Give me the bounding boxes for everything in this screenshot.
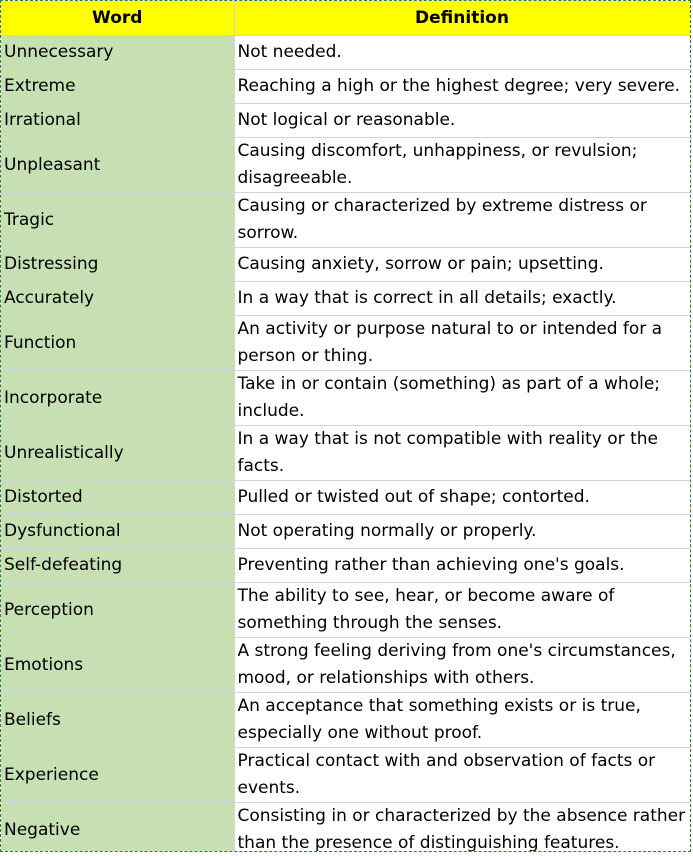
word-cell[interactable]: Unpleasant <box>1 138 234 193</box>
word-cell[interactable]: Extreme <box>1 70 234 104</box>
word-cell[interactable]: Experience <box>1 748 234 803</box>
definition-cell[interactable]: Reaching a high or the highest degree; very severe. <box>234 70 690 104</box>
word-cell[interactable]: Perception <box>1 583 234 638</box>
definition-cell[interactable]: Not logical or reasonable. <box>234 104 690 138</box>
table-row <box>1 549 690 583</box>
header-row <box>1 1 690 36</box>
table-row <box>1 70 690 104</box>
word-cell[interactable]: Distressing <box>1 248 234 282</box>
word-cell[interactable]: Unnecessary <box>1 36 234 70</box>
definition-cell[interactable]: A strong feeling deriving from one's circumstances, mood, or relationships with others. <box>234 638 690 693</box>
table-row <box>1 138 690 193</box>
table-row <box>1 693 690 748</box>
table-row <box>1 282 690 316</box>
definition-cell[interactable]: In a way that is not compatible with reality or the facts. <box>234 426 690 481</box>
word-cell[interactable]: Function <box>1 316 234 371</box>
table-row <box>1 515 690 549</box>
definition-cell[interactable]: An activity or purpose natural to or intended for a person or thing. <box>234 316 690 371</box>
definition-cell[interactable]: Causing or characterized by extreme distress or sorrow. <box>234 193 690 248</box>
definition-cell[interactable]: Causing anxiety, sorrow or pain; upsetting. <box>234 248 690 282</box>
table-row <box>1 36 690 70</box>
definition-cell[interactable]: Take in or contain (something) as part of a whole; include. <box>234 371 690 426</box>
table-row <box>1 371 690 426</box>
word-cell[interactable]: Emotions <box>1 638 234 693</box>
table-row <box>1 248 690 282</box>
word-cell[interactable]: Tragic <box>1 193 234 248</box>
definition-cell[interactable]: Consisting in or characterized by the absence rather than the presence of distinguishing features. <box>234 803 690 853</box>
definition-cell[interactable]: Not operating normally or properly. <box>234 515 690 549</box>
table-row <box>1 426 690 481</box>
definition-cell[interactable]: The ability to see, hear, or become aware of something through the senses. <box>234 583 690 638</box>
definition-cell[interactable]: An acceptance that something exists or is true, especially one without proof. <box>234 693 690 748</box>
word-cell[interactable]: Distorted <box>1 481 234 515</box>
definition-cell[interactable]: Causing discomfort, unhappiness, or revulsion; disagreeable. <box>234 138 690 193</box>
word-cell[interactable]: Incorporate <box>1 371 234 426</box>
word-cell[interactable]: Accurately <box>1 282 234 316</box>
table-row <box>1 104 690 138</box>
word-cell[interactable]: Beliefs <box>1 693 234 748</box>
word-cell[interactable]: Irrational <box>1 104 234 138</box>
table-row <box>1 638 690 693</box>
table-row <box>1 748 690 803</box>
definition-cell[interactable]: In a way that is correct in all details; exactly. <box>234 282 690 316</box>
definition-cell[interactable]: Not needed. <box>234 36 690 70</box>
table-row <box>1 583 690 638</box>
vocabulary-table <box>1 1 691 852</box>
definition-cell[interactable]: Practical contact with and observation of facts or events. <box>234 748 690 803</box>
word-cell[interactable]: Self-defeating <box>1 549 234 583</box>
table-row <box>1 803 690 853</box>
definition-column-header[interactable]: Definition <box>234 1 690 36</box>
definition-cell[interactable]: Pulled or twisted out of shape; contorted. <box>234 481 690 515</box>
table-row <box>1 481 690 515</box>
word-cell[interactable]: Unrealistically <box>1 426 234 481</box>
word-cell[interactable]: Dysfunctional <box>1 515 234 549</box>
table-row <box>1 193 690 248</box>
table-body <box>1 36 690 853</box>
table-row <box>1 316 690 371</box>
word-cell[interactable]: Negative <box>1 803 234 853</box>
word-column-header[interactable]: Word <box>1 1 234 36</box>
definition-cell[interactable]: Preventing rather than achieving one's goals. <box>234 549 690 583</box>
